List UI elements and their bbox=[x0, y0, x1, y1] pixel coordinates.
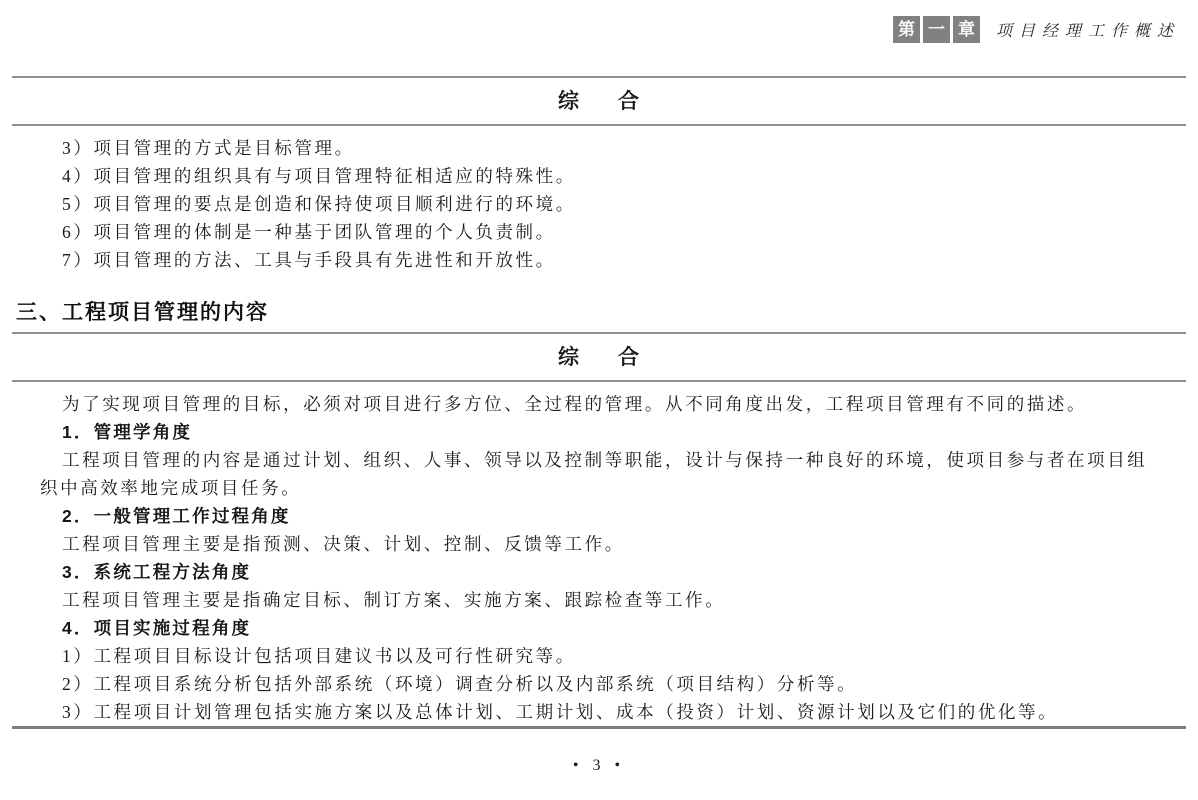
chapter-badge-char-2: 一 bbox=[923, 16, 950, 43]
section-body bbox=[0, 390, 1198, 726]
numbered-list-continued bbox=[0, 134, 1198, 274]
subheading-general-management-process: 2．一般管理工作过程角度 bbox=[62, 506, 291, 526]
subheading-systems-engineering: 3．系统工程方法角度 bbox=[62, 562, 252, 582]
list-item: 4）项目管理的组织具有与项目管理特征相适应的特殊性。 bbox=[62, 166, 576, 186]
band-label-second: 合 bbox=[618, 345, 640, 369]
page-number: • 3 • bbox=[572, 757, 626, 774]
paragraph: 工程项目管理的内容是通过计划、组织、人事、领导以及控制等职能，设计与保持一种良好的环境，使项目参与者在项目组织中高效率地完成项目任务。 bbox=[40, 450, 1148, 498]
band-label-first: 综 bbox=[558, 89, 580, 113]
paragraph: 工程项目管理主要是指确定目标、制订方案、实施方案、跟踪检查等工作。 bbox=[62, 590, 726, 610]
list-item: 7）项目管理的方法、工具与手段具有先进性和开放性。 bbox=[62, 250, 556, 270]
divider-line bbox=[12, 124, 1186, 126]
list-item: 3）项目管理的方式是目标管理。 bbox=[62, 138, 355, 158]
chapter-badge-char-1: 第 bbox=[893, 16, 920, 43]
page-footer bbox=[0, 757, 1198, 775]
divider-line bbox=[12, 380, 1186, 382]
subheading-management-science: 1．管理学角度 bbox=[62, 422, 193, 442]
chapter-title: 项目经理工作概述 bbox=[995, 22, 1180, 40]
band-label-first: 综 bbox=[558, 345, 580, 369]
subheading-implementation-process: 4．项目实施过程角度 bbox=[62, 618, 252, 638]
page-header bbox=[0, 0, 1198, 44]
section-band-comprehensive-2 bbox=[0, 334, 1198, 380]
list-item: 5）项目管理的要点是创造和保持使项目顺利进行的环境。 bbox=[62, 194, 576, 214]
list-item: 3）工程项目计划管理包括实施方案以及总体计划、工期计划、成本（投资）计划、资源计划以及它们的优化等。 bbox=[62, 702, 1059, 722]
intro-paragraph: 为了实现项目管理的目标，必须对项目进行多方位、全过程的管理。从不同角度出发，工程项目管理有不同的描述。 bbox=[62, 394, 1088, 414]
list-item: 1）工程项目目标设计包括项目建议书以及可行性研究等。 bbox=[62, 646, 576, 666]
list-item: 6）项目管理的体制是一种基于团队管理的个人负责制。 bbox=[62, 222, 556, 242]
section-band-comprehensive-1 bbox=[0, 78, 1198, 124]
bottom-border-line bbox=[12, 726, 1186, 729]
list-item: 2）工程项目系统分析包括外部系统（环境）调查分析以及内部系统（项目结构）分析等。 bbox=[62, 674, 858, 694]
paragraph: 工程项目管理主要是指预测、决策、计划、控制、反馈等工作。 bbox=[62, 534, 625, 554]
chapter-badge bbox=[893, 16, 980, 43]
chapter-badge-char-3: 章 bbox=[953, 16, 980, 43]
section-heading: 三、工程项目管理的内容 bbox=[16, 301, 269, 324]
band-label-second: 合 bbox=[618, 89, 640, 113]
